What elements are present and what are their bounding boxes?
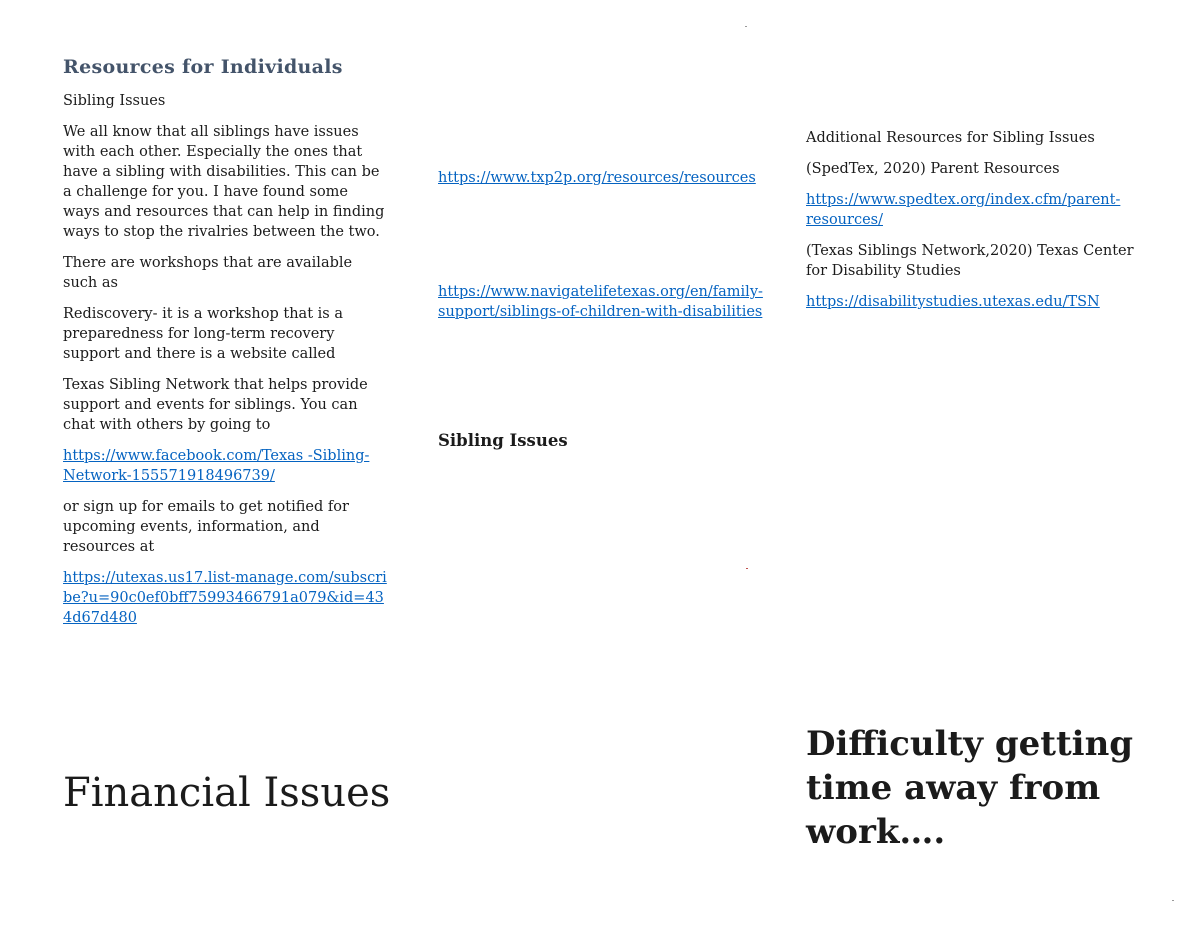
spedtex-link[interactable]: https://www.spedtex.org/index.cfm/parent-resources/: [806, 192, 1121, 228]
rediscovery-paragraph: Rediscovery- it is a workshop that is a preparedness for long-term recovery support and there is a website called: [63, 306, 343, 362]
facebook-link[interactable]: https://www.facebook.com/Texas -Sibling-Network-155571918496739/: [63, 448, 370, 484]
resources-heading: Resources for Individuals: [63, 56, 343, 78]
signup-paragraph: or sign up for emails to get notified for upcoming events, information, and resources at: [63, 499, 349, 555]
column-left: [63, 56, 388, 639]
scan-speck: [1172, 900, 1174, 901]
subscribe-link[interactable]: https://utexas.us17.list-manage.com/subscribe?u=90c0ef0bff75993466791a079&id=434d67d480: [63, 570, 387, 626]
spedtex-citation: (SpedTex, 2020) Parent Resources: [806, 161, 1060, 177]
scan-speck: [745, 26, 747, 27]
tsn-citation: (Texas Siblings Network,2020) Texas Center for Disability Studies: [806, 243, 1134, 279]
column-right: [806, 128, 1146, 323]
txp2p-link[interactable]: https://www.txp2p.org/resources/resources: [438, 170, 756, 186]
navigatelife-link[interactable]: https://www.navigatelifetexas.org/en/family-support/siblings-of-children-with-disabilities: [438, 284, 763, 320]
tsn-paragraph: Texas Sibling Network that helps provide support and events for siblings. You can chat with others by going to: [63, 377, 368, 433]
sibling-issues-heading: Sibling Issues: [438, 431, 568, 450]
financial-issues-heading: Financial Issues: [63, 770, 391, 816]
difficulty-heading: Difficulty getting time away from work….: [806, 724, 1134, 852]
scan-speck: [746, 568, 748, 569]
sibling-issues-subheading: Sibling Issues: [63, 93, 166, 109]
workshops-intro-paragraph: There are workshops that are available such as: [63, 255, 353, 291]
additional-resources-title: Additional Resources for Sibling Issues: [806, 130, 1095, 146]
intro-paragraph: We all know that all siblings have issues with each other. Especially the ones that have a sibling with disabilities. This can be a challenge for you. I have found some ways and resources that can help in finding ways to stop the rivalries between the two.: [63, 124, 385, 240]
tsn-link[interactable]: https://disabilitystudies.utexas.edu/TSN: [806, 294, 1100, 310]
